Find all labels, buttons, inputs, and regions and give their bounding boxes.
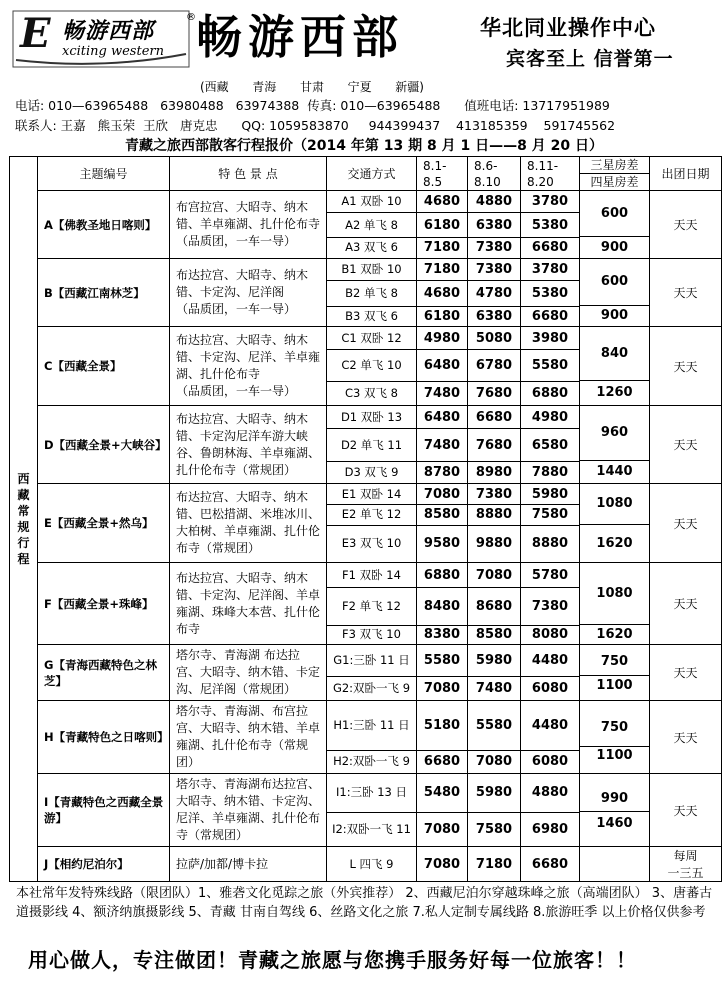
transport-mode: F2 单飞 12 (327, 588, 417, 625)
price-cell: 7880 (521, 461, 580, 483)
route-theme: J【相约尼泊尔】 (38, 847, 170, 882)
route-spots: 布达拉宫、大昭寺、纳木错、卡定沟、尼洋阁 （品质团，一车一导） (170, 259, 327, 327)
price-cell: 5580 (468, 701, 521, 751)
header-period-1: 8.1- 8.5 (417, 157, 468, 191)
price-cell: 7580 (521, 505, 580, 525)
price-cell: 6780 (468, 350, 521, 381)
route-spots: 布达拉宫、大昭寺、纳木错、卡定沟、尼洋、羊卓雍湖、扎什伦布寺 （品质团，一车一导） (170, 327, 327, 406)
side-char: 西 (17, 472, 30, 486)
departure-cell: 天天 (650, 327, 722, 406)
transport-mode: I2:双卧一飞 11 (327, 812, 417, 846)
price-cell: 7480 (417, 381, 468, 405)
transport-mode: E1 双卧 14 (327, 484, 417, 505)
transport-mode: D1 双卧 13 (327, 406, 417, 429)
header-theme: 主题编号 (38, 157, 170, 191)
price-cell: 6680 (417, 750, 468, 773)
price-cell: 6480 (417, 406, 468, 429)
route-theme: C【西藏全景】 (38, 327, 170, 406)
table-row (10, 406, 722, 429)
side-char: 规 (17, 520, 30, 534)
room-diff-cell (580, 774, 650, 847)
room-diff-cell (580, 259, 650, 327)
price-cell: 8680 (468, 588, 521, 625)
price-cell: 7380 (468, 237, 521, 258)
center-subtitle: 华北同业操作中心 (480, 16, 656, 40)
route-spots: 塔尔寺、青海湖 布达拉宫、大昭寺、纳木错、卡定沟、尼洋阁（常规团） (170, 645, 327, 701)
price-cell: 5980 (521, 484, 580, 505)
four-star-diff: 900 (600, 308, 629, 323)
logo-letter: E (20, 10, 51, 57)
transport-mode: H2:双卧一飞 9 (327, 750, 417, 773)
registered-mark: ® (186, 12, 196, 23)
price-cell: 7080 (417, 677, 468, 701)
header-period-2: 8.6- 8.10 (468, 157, 521, 191)
price-cell: 4480 (521, 645, 580, 677)
table-row (10, 701, 722, 751)
header-departure: 出团日期 (650, 157, 722, 191)
header-4star: 四星房差 (590, 175, 639, 189)
departure-cell: 天天 (650, 191, 722, 259)
price-cell: 4880 (521, 774, 580, 813)
price-cell: 6680 (521, 237, 580, 258)
route-theme: H【青藏特色之日喀则】 (38, 701, 170, 774)
route-spots: 拉萨/加都/博卡拉 (170, 847, 327, 882)
price-cell: 9880 (468, 525, 521, 562)
price-cell: 6880 (521, 381, 580, 405)
price-cell: 4680 (417, 191, 468, 213)
footer-note: 本社常年发特殊线路（限团队）1、雅砻文化觅踪之旅（外宾推荐） 2、西藏尼泊尔穿越珠峰之旅（高端团队） 3、唐蕃古道摄影线 4、额济纳旗摄影线 5、青藏 甘南自驾线 6、丝路文化之旅 7.私人定制专属线路 8.旅游旺季 以上价格仅供参考 (16, 886, 713, 920)
price-cell: 6180 (417, 306, 468, 326)
route-theme: A【佛教圣地日喀则】 (38, 191, 170, 259)
three-star-diff: 840 (580, 327, 649, 381)
price-cell: 9580 (417, 525, 468, 562)
route-theme: G【青海西藏特色之林芝】 (38, 645, 170, 701)
price-cell: 5480 (417, 774, 468, 813)
price-cell: 8880 (468, 505, 521, 525)
route-theme: D【西藏全景+大峡谷】 (38, 406, 170, 484)
transport-mode: L 四飞 9 (327, 847, 417, 882)
price-cell: 6080 (521, 677, 580, 701)
three-star-diff: 750 (580, 649, 649, 676)
price-cell: 5580 (417, 645, 468, 677)
table-row (10, 645, 722, 677)
price-cell: 8980 (468, 461, 521, 483)
three-star-diff: 990 (580, 786, 649, 812)
route-spots: 塔尔寺、青海湖、布宫拉宫、大昭寺、纳木错、羊卓雍湖、扎什伦布寺（常规团） (170, 701, 327, 774)
side-char: 常 (17, 504, 30, 518)
transport-mode: D2 单飞 11 (327, 429, 417, 461)
price-cell: 7380 (468, 259, 521, 281)
price-cell: 4880 (468, 191, 521, 213)
price-cell: 3980 (521, 327, 580, 350)
price-cell: 7380 (468, 484, 521, 505)
three-star-diff: 600 (580, 259, 649, 306)
room-diff-cell (580, 484, 650, 563)
price-cell: 7080 (468, 750, 521, 773)
price-cell: 6680 (521, 847, 580, 882)
side-char: 程 (17, 552, 30, 566)
price-cell: 7680 (468, 429, 521, 461)
four-star-diff: 1440 (596, 464, 633, 479)
price-cell: 6480 (417, 350, 468, 381)
route-theme: B【西藏江南林芝】 (38, 259, 170, 327)
transport-mode: A3 双飞 6 (327, 237, 417, 258)
price-cell: 6080 (521, 750, 580, 773)
four-star-diff: 1100 (596, 678, 633, 693)
departure-cell: 天天 (650, 259, 722, 327)
transport-mode: E3 双飞 10 (327, 525, 417, 562)
price-cell: 8380 (417, 625, 468, 644)
footer-slogan: 用心做人，专注做团！青藏之旅愿与您携手服务好每一位旅客！！ (28, 948, 637, 972)
transport-mode: E2 单飞 12 (327, 505, 417, 525)
price-cell: 8580 (417, 505, 468, 525)
four-star-diff: 1620 (596, 627, 633, 642)
route-theme: I【青藏特色之西藏全景游】 (38, 774, 170, 847)
four-star-diff: 1460 (596, 815, 633, 831)
table-row (10, 774, 722, 813)
price-cell: 4980 (417, 327, 468, 350)
table-row (10, 847, 722, 882)
room-diff-cell (580, 701, 650, 774)
departure-cell: 天天 (650, 406, 722, 484)
route-spots: 布宫拉宫、大昭寺、纳木错、羊卓雍湖、扎什伦布寺 （品质团，一车一导） (170, 191, 327, 259)
price-cell: 8880 (521, 525, 580, 562)
room-diff-cell (580, 406, 650, 484)
price-cell: 7180 (468, 847, 521, 882)
side-label (10, 157, 38, 882)
price-cell: 5380 (521, 281, 580, 306)
header-row (10, 157, 722, 191)
price-cell: 6680 (468, 406, 521, 429)
price-cell: 5180 (417, 701, 468, 751)
header-3star: 三星房差 (580, 157, 649, 174)
side-char: 行 (17, 536, 30, 550)
route-spots: 布达拉宫、大昭寺、纳木错、卡定沟、尼洋阁、羊卓雍湖、珠峰大本营、扎什伦布寺 (170, 563, 327, 645)
route-spots: 布达拉宫、大昭寺、纳木错、卡定沟尼洋车游大峡谷、鲁朗林海、羊卓雍湖、扎什伦布寺（常规团） (170, 406, 327, 484)
price-cell: 7080 (468, 563, 521, 588)
contacts-line: 联系人: 王嘉 熊玉荣 王欣 唐克忠 QQ: 1059583870 944399437 413185359 591745562 (15, 118, 616, 133)
transport-mode: C2 单飞 10 (327, 350, 417, 381)
price-cell: 5580 (521, 350, 580, 381)
departure-cell: 天天 (650, 484, 722, 563)
price-cell: 7680 (468, 381, 521, 405)
departure-cell: 天天 (650, 774, 722, 847)
price-cell: 6380 (468, 306, 521, 326)
motto: 宾客至上 信誉第一 (506, 48, 674, 70)
transport-mode: F3 双飞 10 (327, 625, 417, 644)
three-star-diff: 600 (580, 191, 649, 237)
price-cell: 7080 (417, 812, 468, 846)
room-diff-cell (580, 327, 650, 406)
transport-mode: G2:双卧一飞 9 (327, 677, 417, 701)
price-table (9, 156, 722, 882)
table-row (10, 191, 722, 213)
price-cell: 5980 (468, 774, 521, 813)
phone-line: 电话: 010—63965488 63980488 63974388 传真: 010—63965488 值班电话: 13717951989 (15, 98, 610, 113)
transport-mode: D3 双飞 9 (327, 461, 417, 483)
price-cell: 8480 (417, 588, 468, 625)
price-cell: 8080 (521, 625, 580, 644)
price-cell: 6380 (468, 213, 521, 237)
price-cell: 3780 (521, 259, 580, 281)
price-cell: 5980 (468, 645, 521, 677)
side-char: 藏 (17, 488, 30, 502)
table-title: 青藏之旅西部散客行程报价（2014 年第 13 期 8 月 1 日——8 月 20 日） (125, 138, 603, 154)
four-star-diff: 1100 (596, 748, 633, 763)
transport-mode: A1 双卧 10 (327, 191, 417, 213)
price-cell: 4680 (417, 281, 468, 306)
price-cell: 3780 (521, 191, 580, 213)
four-star-diff: 900 (600, 240, 629, 255)
price-cell: 5080 (468, 327, 521, 350)
price-cell: 6980 (521, 812, 580, 846)
transport-mode: C1 双卧 12 (327, 327, 417, 350)
regions-line: (西藏 青海 甘肃 宁夏 新疆) (200, 80, 424, 94)
transport-mode: H1:三卧 11 日 (327, 701, 417, 751)
transport-mode: B1 双卧 10 (327, 259, 417, 281)
table-row (10, 484, 722, 505)
price-cell: 6580 (521, 429, 580, 461)
three-star-diff: 1080 (580, 484, 649, 525)
route-theme: E【西藏全景+然乌】 (38, 484, 170, 563)
price-cell: 7080 (417, 847, 468, 882)
route-theme: F【西藏全景+珠峰】 (38, 563, 170, 645)
price-cell: 7180 (417, 237, 468, 258)
table-row (10, 327, 722, 350)
header-transport: 交通方式 (327, 157, 417, 191)
price-cell: 7380 (521, 588, 580, 625)
logo-english: xciting western (62, 44, 164, 59)
price-cell: 7080 (417, 484, 468, 505)
transport-mode: C3 双飞 8 (327, 381, 417, 405)
three-star-diff: 750 (580, 709, 649, 747)
departure-cell: 每周 一三五 (650, 847, 722, 882)
table-row (10, 563, 722, 588)
header-spots: 特 色 景 点 (170, 157, 327, 191)
transport-mode: A2 单飞 8 (327, 213, 417, 237)
three-star-diff: 960 (580, 406, 649, 461)
price-cell: 6180 (417, 213, 468, 237)
price-cell: 8780 (417, 461, 468, 483)
transport-mode: B2 单飞 8 (327, 281, 417, 306)
transport-mode: I1:三卧 13 日 (327, 774, 417, 813)
room-diff-cell (580, 847, 650, 882)
room-diff-cell (580, 645, 650, 701)
price-cell: 5780 (521, 563, 580, 588)
price-cell: 4980 (521, 406, 580, 429)
departure-cell: 天天 (650, 563, 722, 645)
company-title: 畅游西部 (196, 10, 404, 64)
price-cell: 7480 (417, 429, 468, 461)
price-cell: 8580 (468, 625, 521, 644)
price-cell: 7180 (417, 259, 468, 281)
route-spots: 塔尔寺、青海湖布达拉宫、大昭寺、纳木错、卡定沟、尼洋、羊卓雍湖、扎什伦布寺（常规团） (170, 774, 327, 847)
price-cell: 6880 (417, 563, 468, 588)
transport-mode: F1 双卧 14 (327, 563, 417, 588)
table-row (10, 259, 722, 281)
four-star-diff: 1260 (596, 385, 633, 400)
room-diff-cell (580, 563, 650, 645)
four-star-diff: 1620 (596, 536, 633, 551)
three-star-diff: 1080 (580, 563, 649, 625)
transport-mode: B3 双飞 6 (327, 306, 417, 326)
logo-chinese: 畅游西部 (62, 19, 155, 44)
header-period-3: 8.11- 8.20 (521, 157, 580, 191)
price-cell: 7480 (468, 677, 521, 701)
price-cell: 6680 (521, 306, 580, 326)
departure-cell: 天天 (650, 645, 722, 701)
route-spots: 布达拉宫、大昭寺、纳木错、巴松措湖、米堆冰川、大柏树、羊卓雍湖、扎什伦布寺（常规团） (170, 484, 327, 563)
price-cell: 5380 (521, 213, 580, 237)
price-cell: 4780 (468, 281, 521, 306)
departure-cell: 天天 (650, 701, 722, 774)
price-cell: 4480 (521, 701, 580, 751)
header-room-diff (580, 157, 650, 191)
room-diff-cell (580, 191, 650, 259)
price-cell: 7580 (468, 812, 521, 846)
transport-mode: G1:三卧 11 日 (327, 645, 417, 677)
